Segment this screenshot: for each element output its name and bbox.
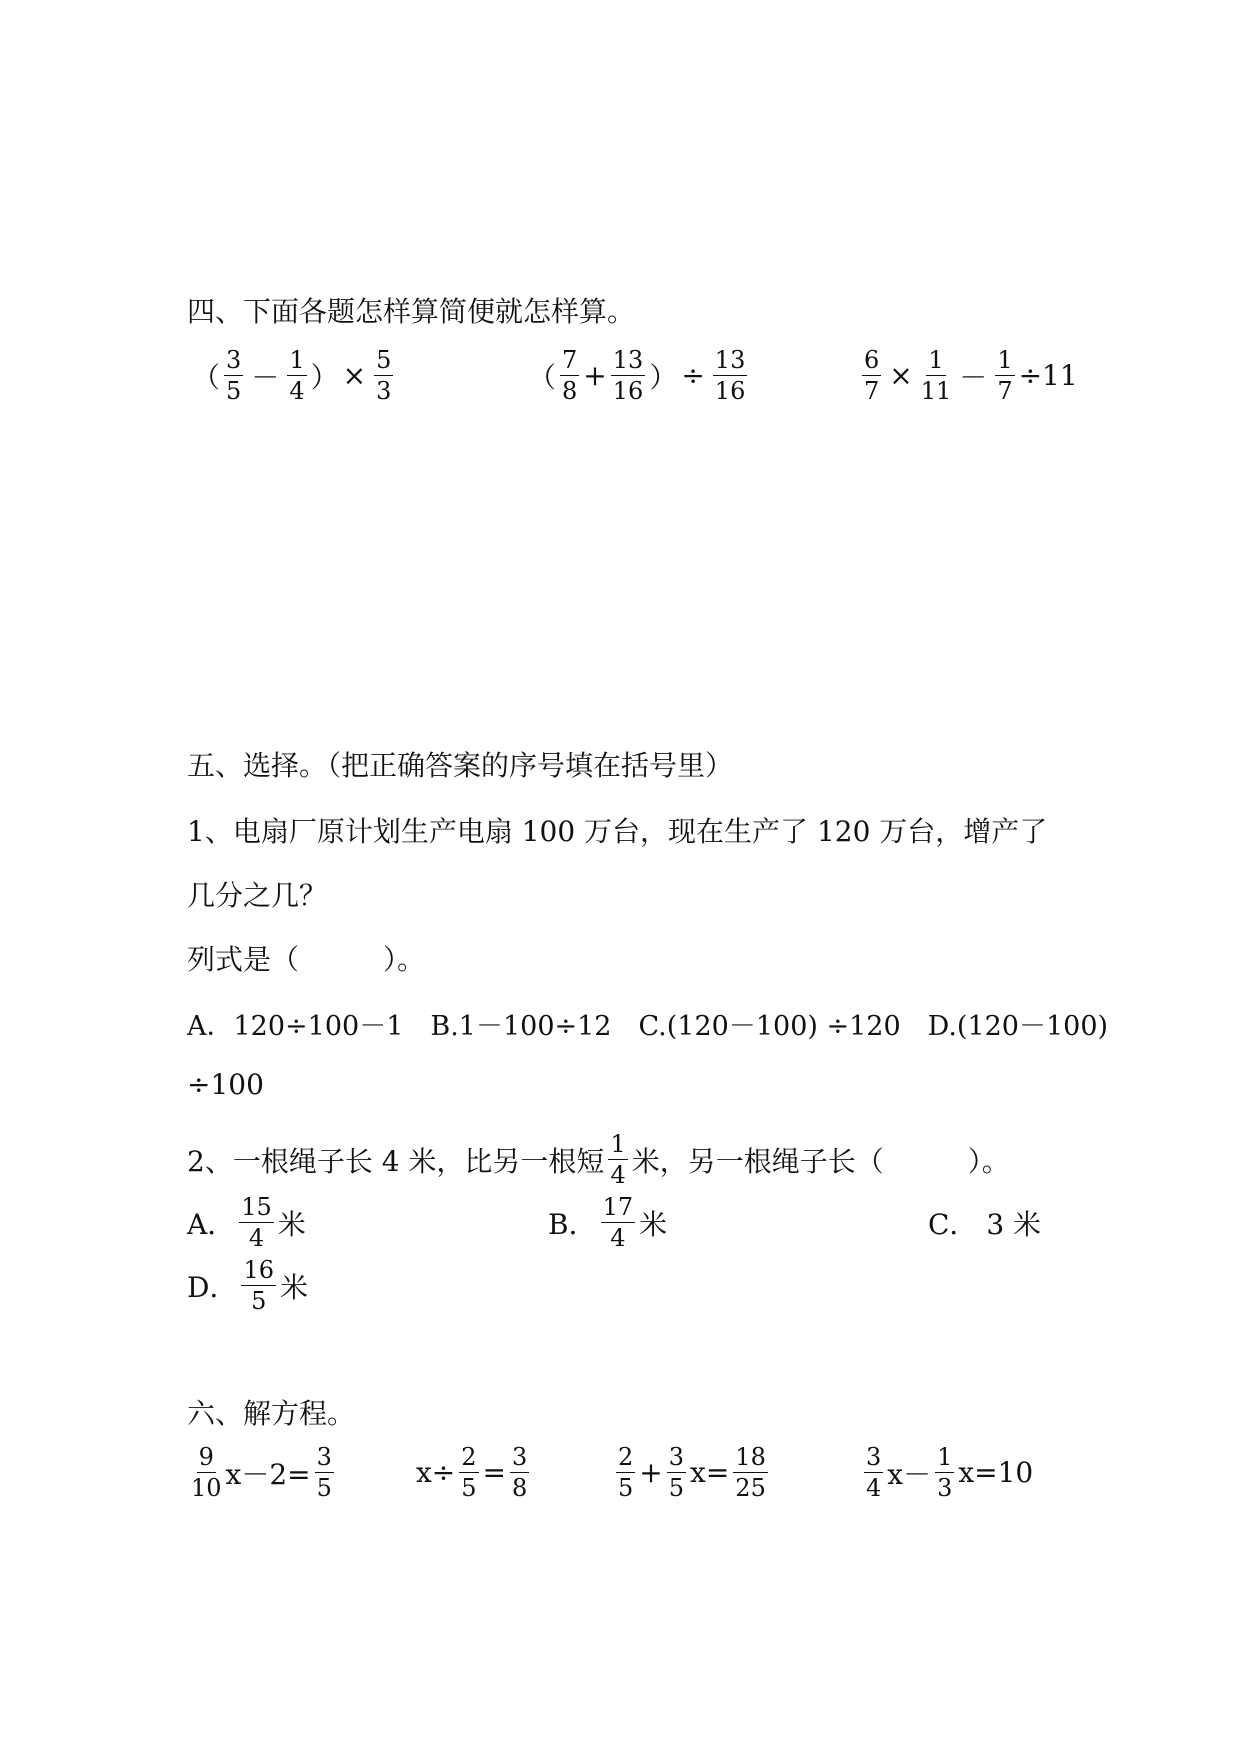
fraction: $\frac{3}{5}$ (226, 346, 242, 405)
fraction: $\frac{7}{8}$ (562, 346, 578, 405)
question-1-options-cont: ÷100 (187, 1068, 264, 1101)
equation-3: $\frac{2}{5}$ + $\frac{3}{5}$ x= $\frac{18}{25}$ (618, 1443, 766, 1502)
fraction: $\frac{1}{4}$ (289, 346, 305, 405)
expression-2: （ $\frac{7}{8}$ + $\frac{13}{16}$ ） ÷ $\frac{13}{16}$ (528, 346, 746, 405)
fraction: $\frac{15}{4}$ (241, 1193, 272, 1252)
fraction: $\frac{6}{7}$ (864, 346, 880, 405)
question-2: 2、一根绳子长 4 米，比另一根短 $\frac{1}{4}$ 米，另一根绳子长（ ）。 (187, 1130, 1010, 1189)
fraction: $\frac{16}{5}$ (243, 1256, 274, 1315)
fraction: $\frac{9}{10}$ (191, 1443, 222, 1502)
fraction: $\frac{2}{5}$ (461, 1443, 477, 1502)
question-1-line-3: 列式是（ ）。 (187, 943, 426, 976)
option-b: B． $\frac{17}{4}$ 米 (548, 1193, 668, 1252)
equation-4: $\frac{3}{4}$ x－ $\frac{1}{3}$ x=10 (866, 1443, 1034, 1502)
question-1-line-2: 几分之几？ (187, 879, 328, 912)
fraction: $\frac{1}{3}$ (937, 1443, 953, 1502)
fraction: $\frac{3}{4}$ (866, 1443, 882, 1502)
fraction: $\frac{13}{16}$ (714, 346, 746, 405)
fraction: $\frac{1}{4}$ (610, 1130, 626, 1189)
fraction: $\frac{1}{7}$ (997, 346, 1013, 405)
fraction: $\frac{3}{5}$ (668, 1443, 685, 1502)
fraction: $\frac{5}{3}$ (376, 346, 392, 405)
fraction: $\frac{2}{5}$ (618, 1443, 634, 1502)
option-d: D． $\frac{16}{5}$ 米 (187, 1256, 309, 1315)
option-c: C． 3 米 (928, 1208, 1042, 1241)
equation-1: $\frac{9}{10}$ x－2= $\frac{3}{5}$ (191, 1443, 332, 1502)
fraction: $\frac{18}{25}$ (735, 1443, 766, 1502)
fraction: $\frac{3}{5}$ (316, 1443, 332, 1502)
section5-heading: 五、选择。（把正确答案的序号填在括号里） (187, 749, 734, 782)
question-1-line-1: 1、电扇厂原计划生产电扇 100 万台，现在生产了 120 万台，增产了 (187, 815, 1048, 848)
section4-heading: 四、下面各题怎样算简便就怎样算。 (187, 295, 636, 328)
fraction: $\frac{1}{11}$ (920, 346, 952, 405)
equation-2: x÷ $\frac{2}{5}$ = $\frac{3}{8}$ (416, 1443, 528, 1502)
expression-3: $\frac{6}{7}$ × $\frac{1}{11}$ － $\frac{1}{7}$ ÷11 (864, 346, 1078, 405)
section6-heading: 六、解方程。 (187, 1397, 356, 1430)
option-a: A． $\frac{15}{4}$ 米 (187, 1193, 306, 1252)
fraction: $\frac{3}{8}$ (512, 1443, 528, 1502)
expression-1: （ $\frac{3}{5}$ － $\frac{1}{4}$ ） × $\frac{5}{3}$ (192, 346, 392, 405)
fraction: $\frac{13}{16}$ (612, 346, 644, 405)
question-1-options: A．120÷100－1 B.1－100÷12 C.(120－100) ÷120 D.(120－100) (187, 1011, 1109, 1042)
fraction: $\frac{17}{4}$ (602, 1193, 634, 1252)
